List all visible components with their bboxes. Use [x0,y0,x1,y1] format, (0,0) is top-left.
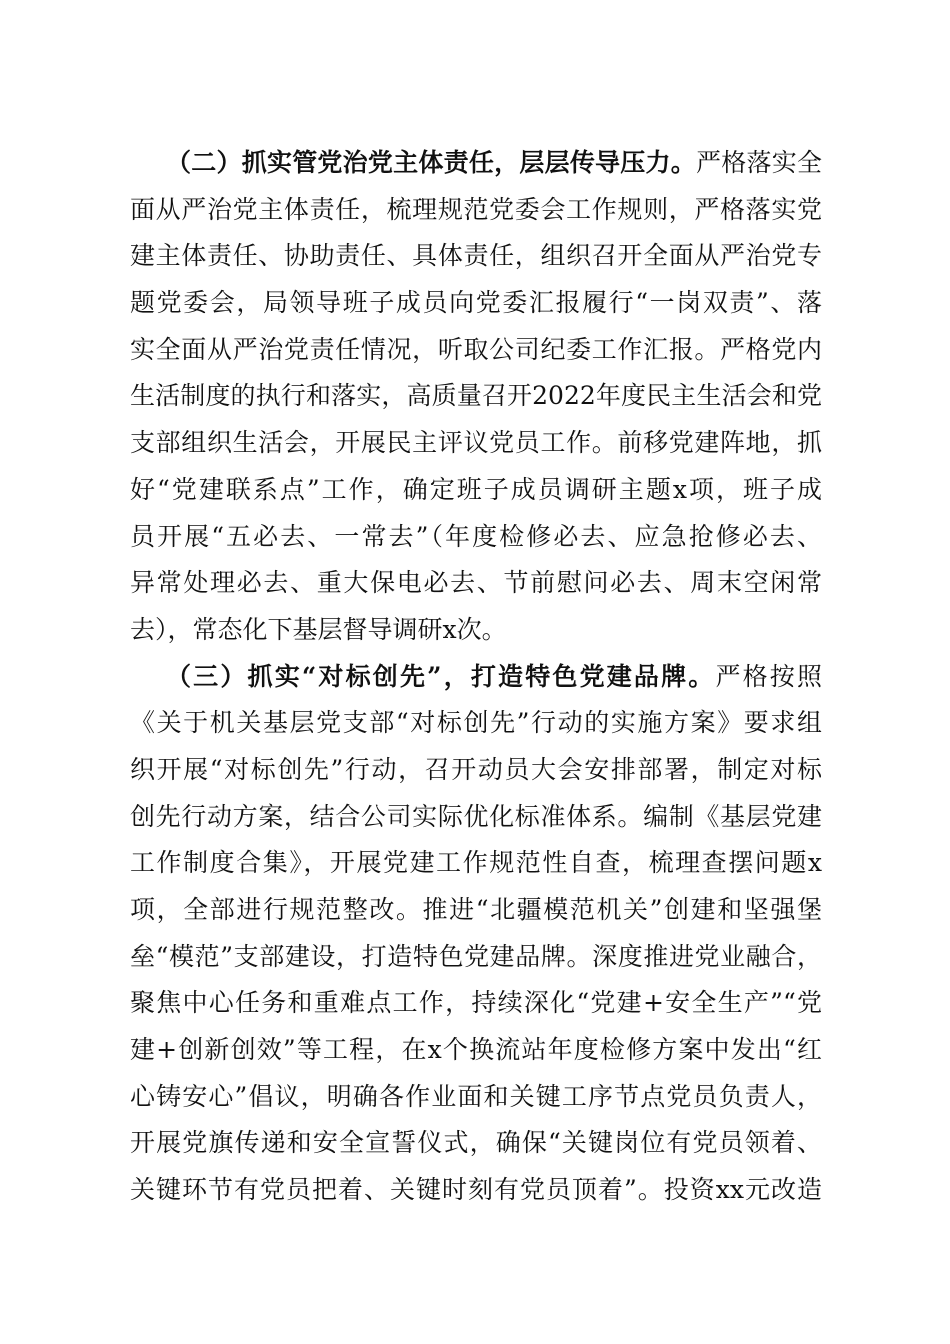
line-text: 织开展“对标创先”行动，召开动员大会安排部署，制定对标 [130,754,822,784]
paragraph-line [130,373,822,420]
line-text: 支部组织生活会，开展民主评议党员工作。前移党建阵地，抓 [130,428,822,458]
line-text: 员开展“五必去、一常去”（年度检修必去、应急抢修必去、 [130,521,822,551]
paragraph-line [130,280,822,327]
line-text: 建+创新创效”等工程，在x个换流站年度检修方案中发出“红 [130,1035,822,1065]
section-heading: （三）抓实“对标创先”，打造特色党建品牌。 [166,661,716,691]
paragraph-line [130,840,822,887]
paragraph-line [130,187,822,234]
section-heading: （二）抓实管党治党主体责任，层层传导压力。 [166,148,697,177]
paragraph-line [130,420,822,467]
paragraph-line [130,1120,822,1167]
line-text: 生活制度的执行和落实，高质量召开2022年度民主生活会和党 [130,381,822,411]
line-text: 异常处理必去、重大保电必去、节前慰问必去、周末空闲常 [130,568,822,598]
paragraph-heading-line [130,654,822,701]
paragraph-line [130,233,822,280]
line-text: 开展党旗传递和安全宣誓仪式，确保“关键岗位有党员领着、 [130,1128,822,1158]
paragraph-line [130,980,822,1027]
paragraph-line [130,794,822,841]
paragraph-line [130,467,822,514]
line-text: 好“党建联系点”工作，确定班子成员调研主题x项，班子成 [130,474,822,504]
line-text: 关键环节有党员把着、关键时刻有党员顶着”。投资xx元改造 [130,1175,822,1205]
line-text: 题党委会，局领导班子成员向党委汇报履行“一岗双责”、落 [130,288,822,318]
line-text: 垒“模范”支部建设，打造特色党建品牌。深度推进党业融合， [130,941,822,971]
paragraph-line [130,607,822,654]
paragraph-line [130,887,822,934]
line-text: 创先行动方案，结合公司实际优化标准体系。编制《基层党建 [130,801,822,831]
line-text: 心铸安心”倡议，明确各作业面和关键工序节点党员负责人， [130,1081,822,1111]
line-text: 工作制度合集》，开展党建工作规范性自查，梳理查摆问题x [130,848,822,878]
paragraph-line [130,1027,822,1074]
line-text: 《关于机关基层党支部“对标创先”行动的实施方案》要求组 [130,708,822,738]
line-text: 严格按照 [715,661,822,691]
paragraph-line [130,934,822,981]
paragraph-line [130,327,822,374]
line-text: 项，全部进行规范整改。推进“北疆模范机关”创建和坚强堡 [130,895,822,924]
line-text: 严格落实全 [696,148,822,177]
paragraph-line [130,1167,822,1214]
paragraph-heading-line [130,140,822,187]
line-text: 实全面从严治党责任情况，听取公司纪委工作汇报。严格党内 [130,334,822,364]
line-text: 去），常态化下基层督导调研x次。 [130,614,507,644]
paragraph-line [130,560,822,607]
paragraph-line [130,747,822,794]
paragraph-line [130,700,822,747]
document-body [130,140,822,1214]
paragraph-line [130,1074,822,1121]
line-text: 建主体责任、协助责任、具体责任，组织召开全面从严治党专 [130,241,822,271]
line-text: 聚焦中心任务和重难点工作，持续深化“党建+安全生产”“党 [130,988,822,1018]
paragraph-line [130,514,822,561]
line-text: 面从严治党主体责任，梳理规范党委会工作规则，严格落实党 [130,194,822,224]
